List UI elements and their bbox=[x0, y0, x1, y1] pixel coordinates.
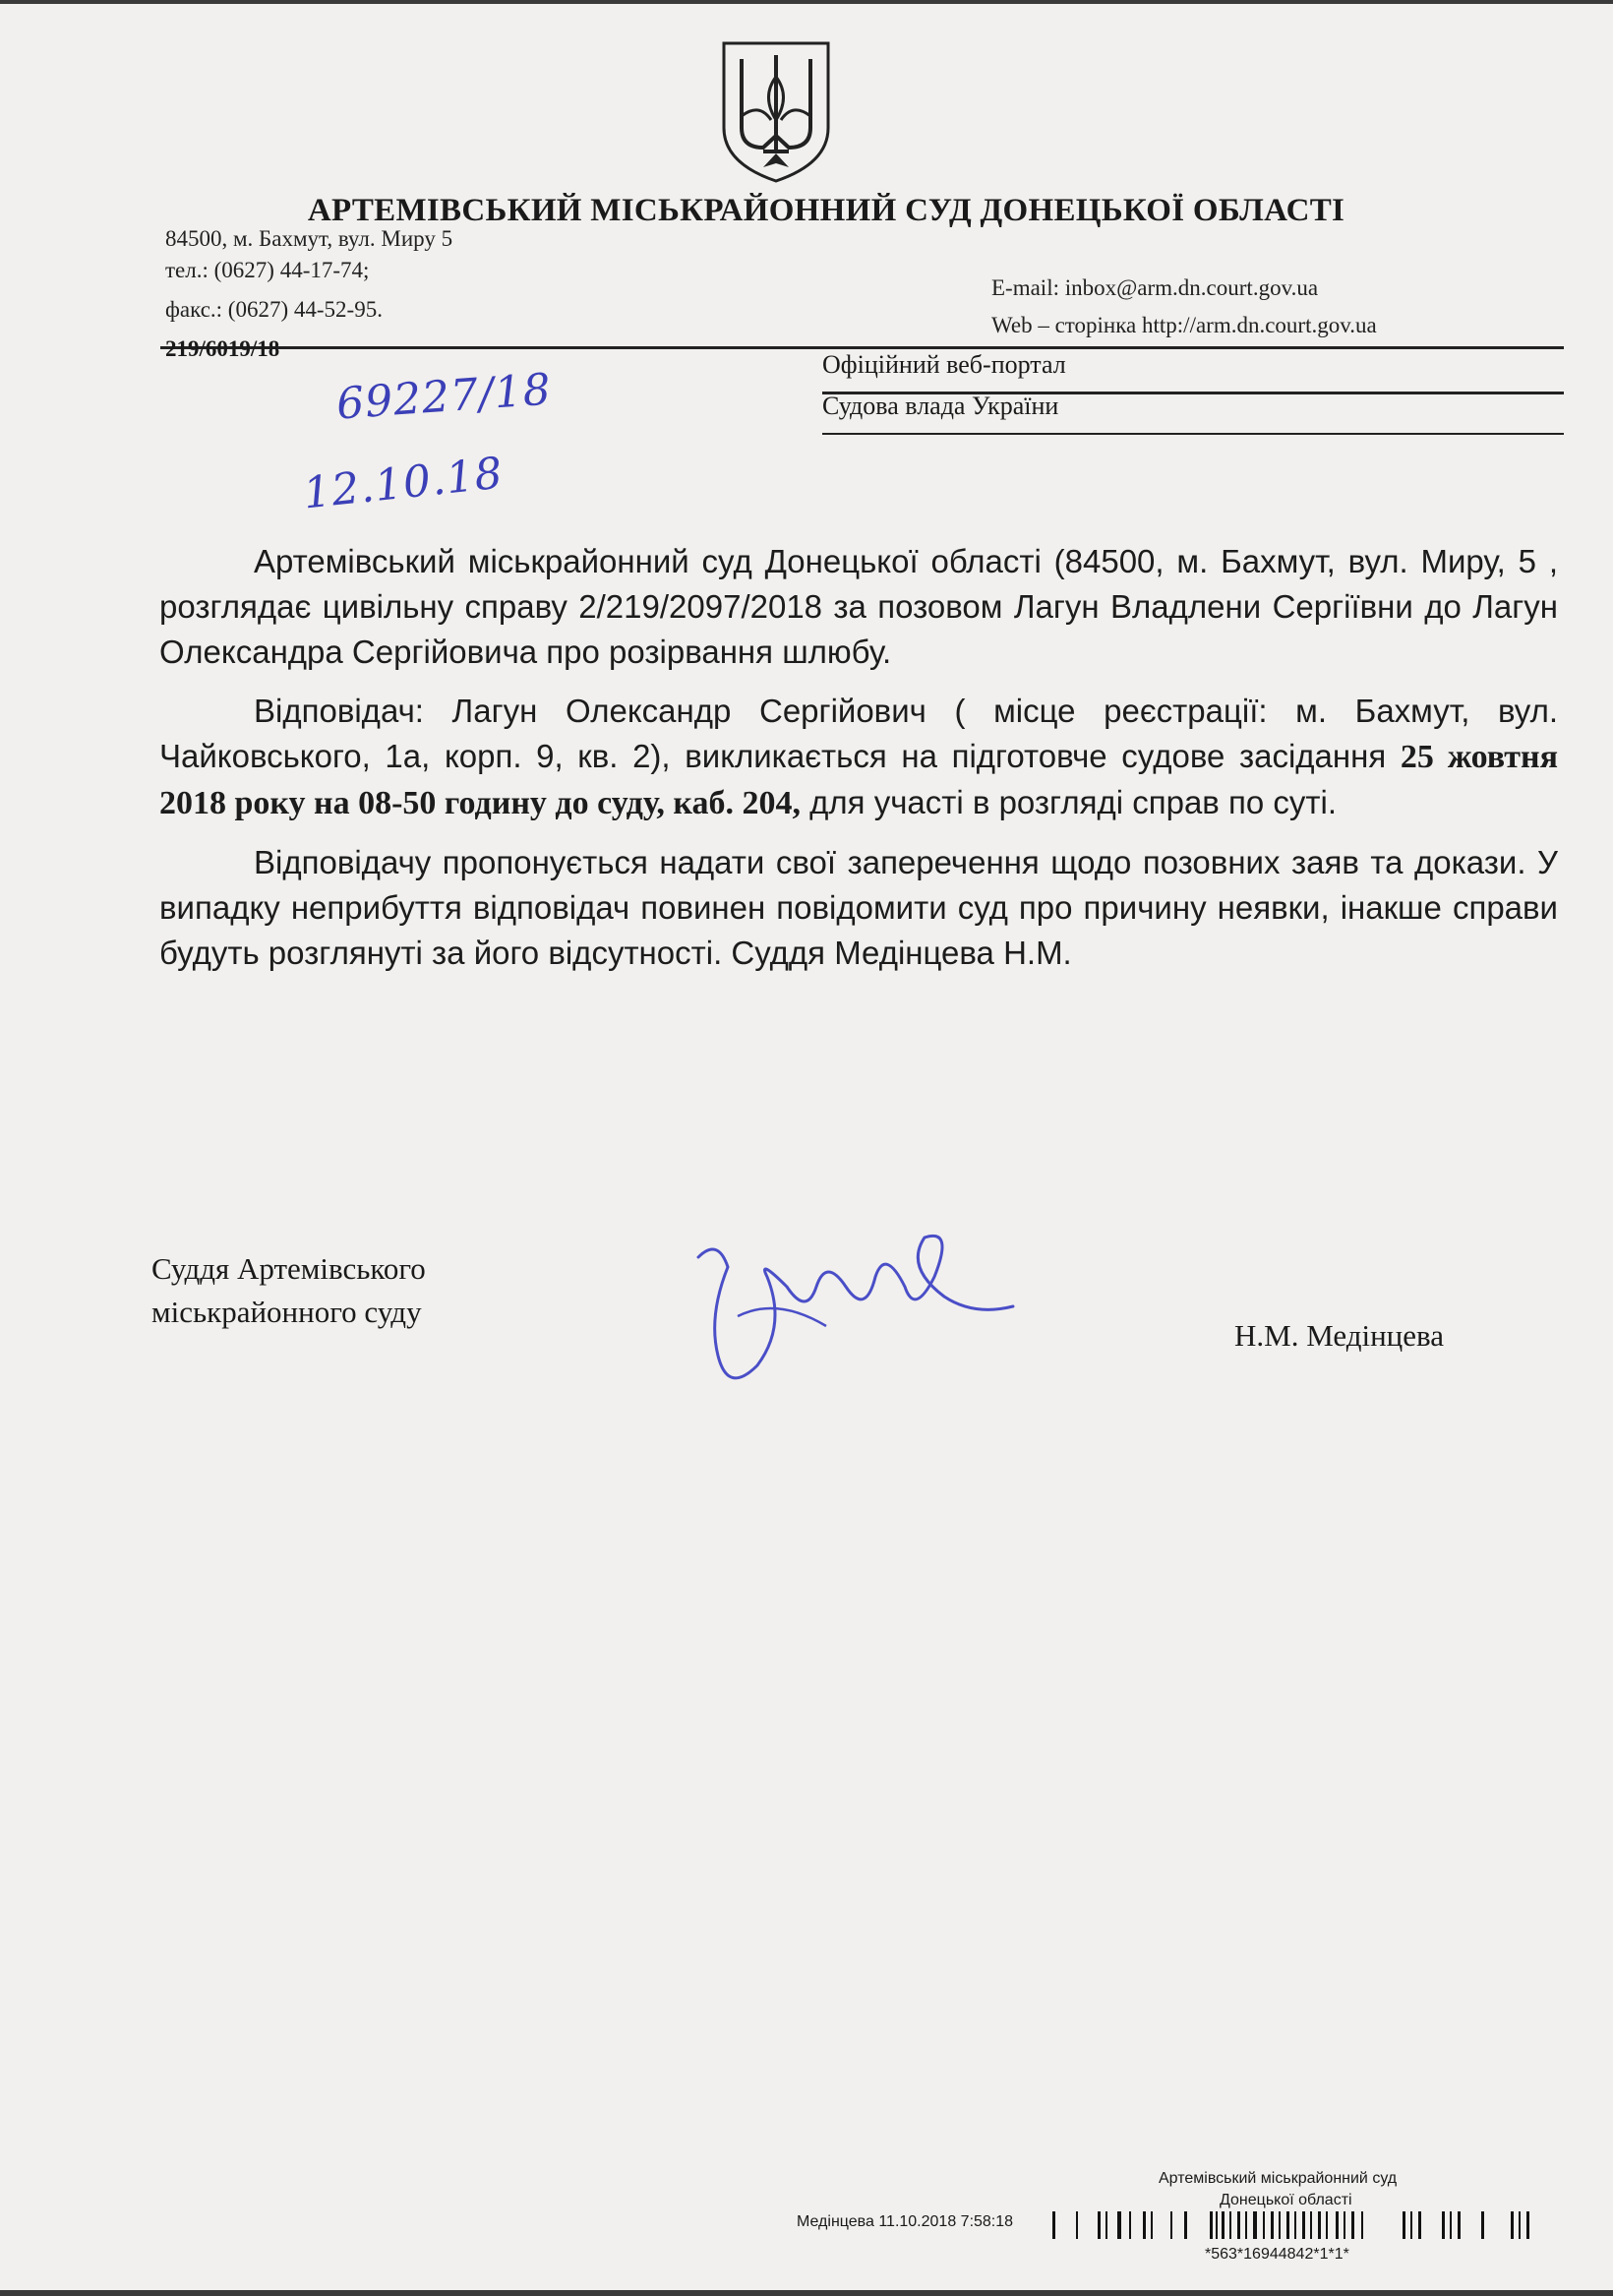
stamp-region: Донецької області bbox=[1220, 2192, 1352, 2208]
case-reference-number: 219/6019/18 bbox=[165, 336, 280, 361]
stamp-timestamp: Медінцева 11.10.2018 7:58:18 bbox=[797, 2213, 1014, 2230]
handwritten-signature bbox=[679, 1198, 1033, 1415]
handwritten-incoming-number: 69227/18 bbox=[334, 364, 554, 430]
paragraph-case: Артемівський міськрайонний суд Донецької області (84500, м. Бахмут, вул. Миру, 5 , розглядає цивільну справу 2/219/2097/2018 за позовом Лагун Владлени Сергіївни до Лагун Олександра Сергійовича про розірвання шлюбу. bbox=[159, 543, 1558, 670]
court-website: Web – сторінка http://arm.dn.court.gov.ua bbox=[991, 313, 1377, 337]
barcode-number: *563*16944842*1*1* bbox=[1205, 2246, 1349, 2263]
recipient-underline-2 bbox=[822, 433, 1564, 435]
court-name: АРТЕМІВСЬКИЙ МІСЬКРАЙОННИЙ СУД ДОНЕЦЬКОЇ ОБЛАСТІ bbox=[307, 193, 1345, 228]
recipient-line-2: Судова влада України bbox=[822, 392, 1059, 420]
judge-name: Н.М. Медінцева bbox=[1234, 1318, 1445, 1353]
paragraph-summons bbox=[159, 689, 1558, 826]
court-phone: тел.: (0627) 44-17-74; bbox=[165, 258, 370, 282]
judge-title bbox=[151, 1247, 426, 1334]
header-divider bbox=[160, 346, 1564, 349]
summons-body bbox=[159, 539, 1558, 990]
scan-edge-bottom bbox=[0, 2290, 1613, 2296]
hearing-date-time: 25 жовтня 2018 року на 08-50 годину до суду, каб. 204, bbox=[159, 739, 1558, 821]
paragraph-instructions: Відповідачу пропонується надати свої заперечення щодо позовних заяв та докази. У випадку неприбуття відповідач повинен повідомити суд про причину неявки, інакше справи будуть розглянуті за його відсутності. Суддя Медінцева Н.М. bbox=[159, 844, 1558, 971]
summons-text-end: для участі в розгляді справ по суті. bbox=[801, 784, 1338, 820]
scan-edge-top bbox=[0, 0, 1613, 4]
court-fax: факс.: (0627) 44-52-95. bbox=[165, 297, 383, 322]
barcode-icon bbox=[1052, 2207, 1544, 2243]
judge-title-line-1: Суддя Артемівського bbox=[151, 1251, 426, 1286]
handwritten-date: 12.10.18 bbox=[300, 448, 507, 519]
judge-title-line-2: міськрайонного суду bbox=[151, 1295, 422, 1329]
summons-text-start: Відповідач: Лагун Олександр Сергійович ( місце реєстрації: м. Бахмут, вул. Чайковського, 1а, корп. 9, кв. 2), викликається на підготовче судове засідання bbox=[159, 693, 1558, 774]
stamp-court-name: Артемівський міськрайонний суд bbox=[1159, 2170, 1398, 2187]
court-email: E-mail: inbox@arm.dn.court.gov.ua bbox=[991, 275, 1319, 300]
court-address: 84500, м. Бахмут, вул. Миру 5 bbox=[165, 226, 453, 251]
trident-emblem-icon bbox=[718, 37, 834, 185]
recipient-line-1: Офіційний веб-портал bbox=[822, 350, 1066, 379]
